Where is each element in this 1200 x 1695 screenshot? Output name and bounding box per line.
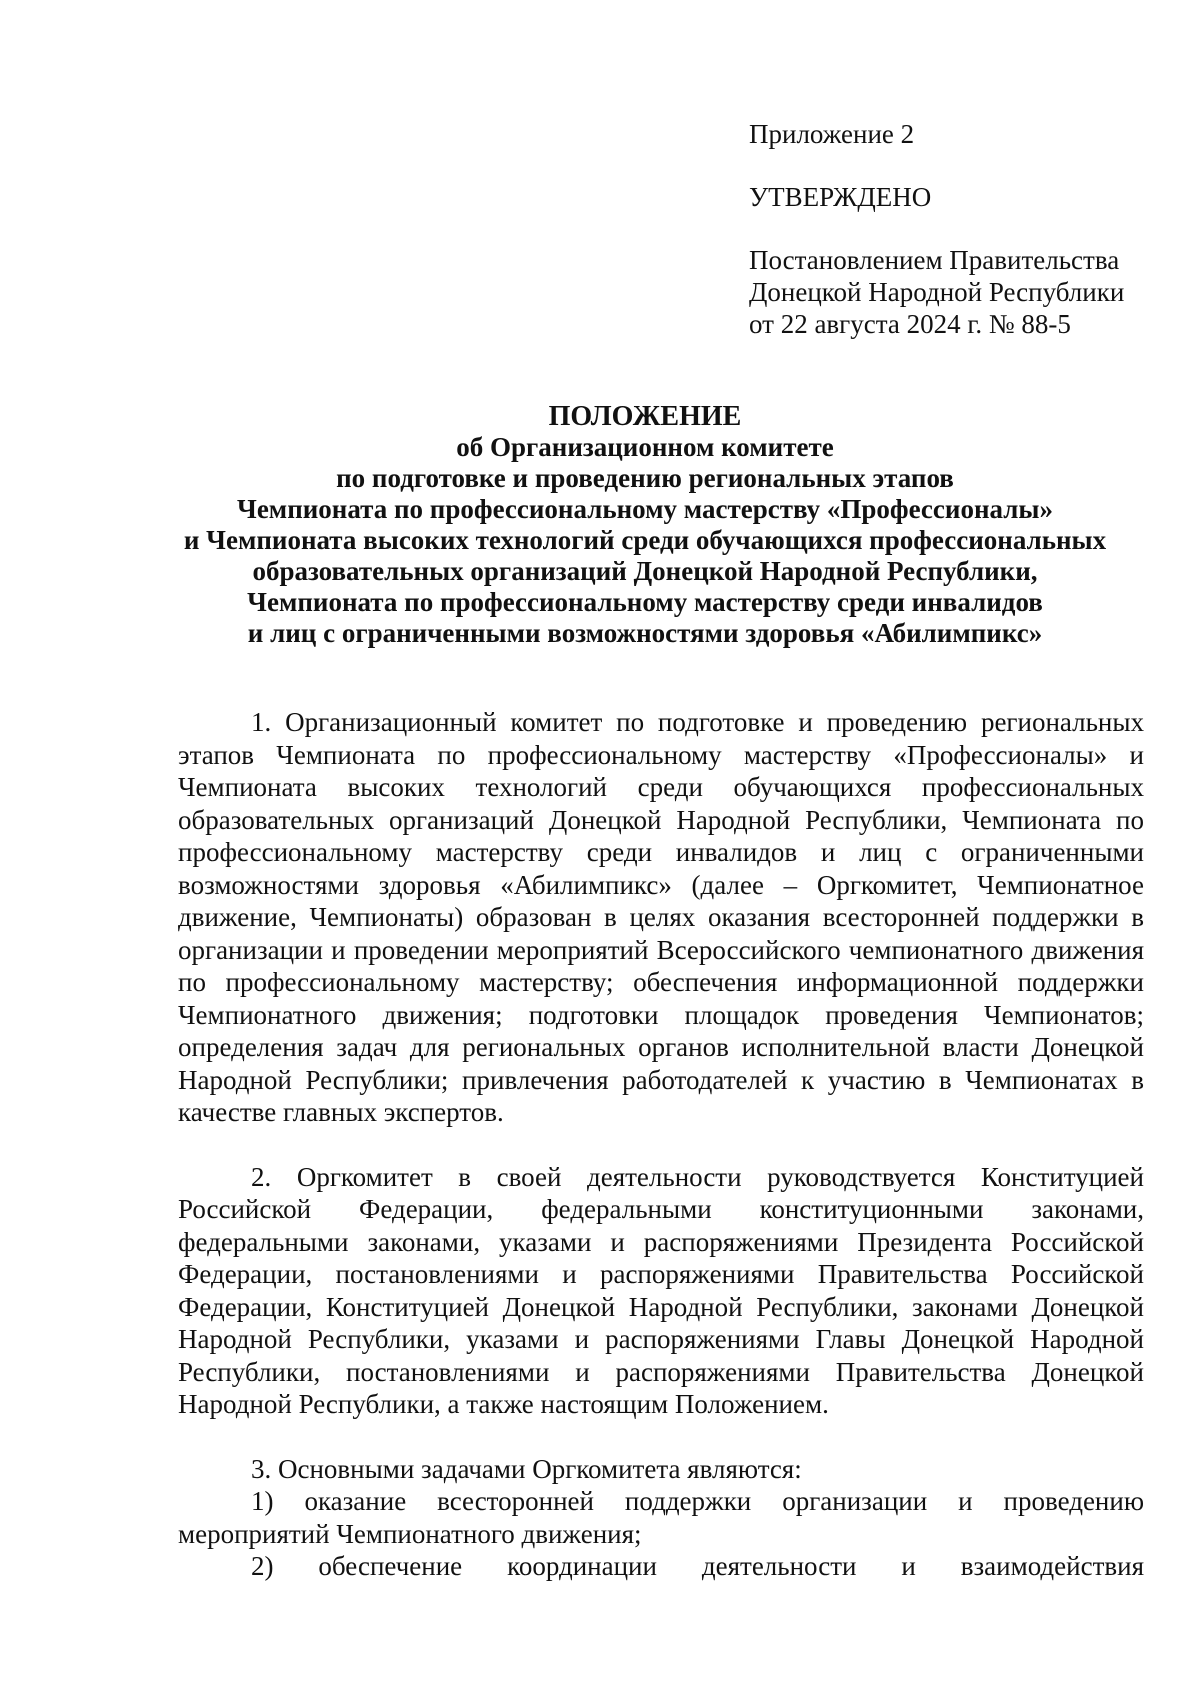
decree-line-1: Постановлением Правительства xyxy=(749,245,1120,275)
paragraph-1: 1. Организационный комитет по подготовке и проведению региональных этапов Чемпионата по профессиональному мастерству «Профессионалы» и Чемпионата высоких технологий среди обучающихся профессиональных образовательных организаций Донецкой Народной Республики, Чемпионата по профессиональному мастерству среди инвалидов и лиц с ограниченными возможностями здоровья «Абилимпикс» (далее – Оргкомитет, Чемпионатное движение, Чемпионаты) образован в целях оказания всесторонней поддержки в организации и проведении мероприятий Всероссийского чемпионатного движения по профессиональному мастерству; обеспечения информационной поддержки Чемпионатного движения; подготовки площадок проведения Чемпионатов; определения задач для региональных органов исполнительной власти Донецкой Народной Республики; привлечения работодателей к участию в Чемпионатах в качестве главных экспертов. xyxy=(178,707,1144,1127)
title-line: Чемпионата по профессиональному мастерству среди инвалидов xyxy=(247,587,1043,617)
title-line: по подготовке и проведению региональных этапов xyxy=(336,463,954,493)
document-title xyxy=(150,401,1140,649)
title-line: Чемпионата по профессиональному мастерству «Профессионалы» xyxy=(237,494,1053,524)
title-line: и лиц с ограниченными возможностями здоровья «Абилимпикс» xyxy=(247,618,1043,648)
document-body xyxy=(178,706,1144,1583)
title-line: образовательных организаций Донецкой Народной Республики, xyxy=(252,556,1038,586)
paragraph-2: 2. Оргкомитет в своей деятельности руководствуется Конституцией Российской Федерации, федеральными конституционными законами, федеральными законами, указами и распоряжениями Президента Российской Федерации, постановлениями и распоряжениями Правительства Российской Федерации, Конституцией Донецкой Народной Республики, законами Донецкой Народной Республики, указами и распоряжениями Главы Донецкой Народной Республики, постановлениями и распоряжениями Правительства Донецкой Народной Республики, а также настоящим Положением. xyxy=(178,1161,1144,1419)
decree-line-3: от 22 августа 2024 г. № 88-5 xyxy=(749,309,1071,339)
title-line: и Чемпионата высоких технологий среди обучающихся профессиональных xyxy=(183,525,1107,555)
decree-line-2: Донецкой Народной Республики xyxy=(749,277,1125,307)
approved-stamp-text: УТВЕРЖДЕНО xyxy=(749,182,932,212)
title-heading: ПОЛОЖЕНИЕ xyxy=(548,401,742,432)
paragraph-3: 3. Основными задачами Оргкомитета являются: xyxy=(251,1453,802,1484)
paragraph-3-item-1: 1) оказание всесторонней поддержки организации и проведению мероприятий Чемпионатного движения; xyxy=(178,1486,1144,1549)
title-line: об Организационном комитете xyxy=(456,432,834,462)
approval-block xyxy=(749,118,1169,340)
appendix-label: Приложение 2 xyxy=(749,119,915,149)
paragraph-3-item-2: 2) обеспечение координации деятельности и взаимодействия xyxy=(251,1551,1144,1581)
